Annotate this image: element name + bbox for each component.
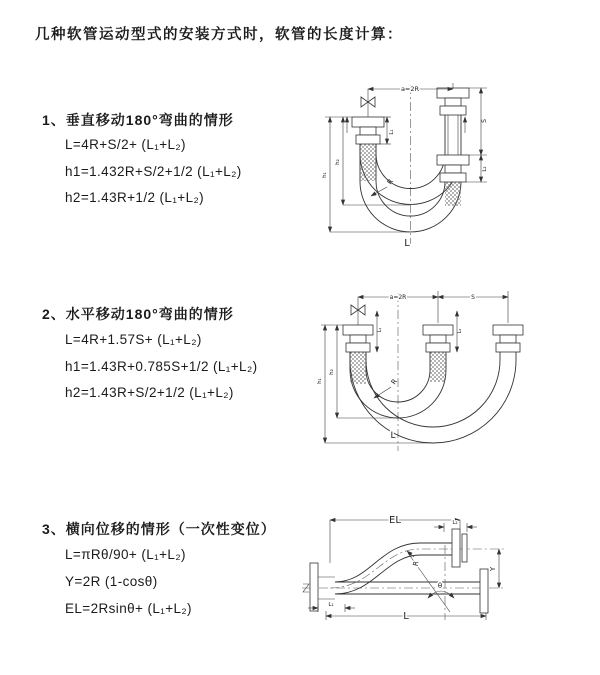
construction-lines xyxy=(408,545,454,620)
hose-displaced-position xyxy=(330,543,505,594)
dim-label-l2: L₂ xyxy=(457,328,463,334)
angle-theta-label: θ xyxy=(437,582,443,590)
dim-label-l2: L₂ xyxy=(452,520,458,526)
lower-right-flange xyxy=(480,569,488,613)
section-1-formula-h1: h1=1.432R+S/2+1/2 (L₁+L₂) xyxy=(65,164,242,179)
section-3-formula-L: L=πRθ/90+ (L₁+L₂) xyxy=(65,547,186,562)
left-flange xyxy=(352,117,384,144)
right-flange xyxy=(493,325,523,352)
dim-label-h2: h₂ xyxy=(335,159,341,165)
radius-label: R xyxy=(385,177,396,187)
section-1-formula-h2: h2=1.43R+1/2 (L₁+L₂) xyxy=(65,190,205,205)
dimension-lines xyxy=(308,520,499,620)
valve-icon xyxy=(351,297,365,325)
radius-label: R xyxy=(411,560,421,567)
dim-label-s: S xyxy=(481,119,488,123)
dim-label-h2: h₂ xyxy=(329,369,335,375)
diagram-horizontal-180-bend xyxy=(313,283,600,453)
section-3-formula-EL: EL=2Rsinθ+ (L₁+L₂) xyxy=(65,601,192,616)
length-label: L xyxy=(390,431,396,441)
radius-label: R xyxy=(389,377,400,387)
dim-label-el: EL xyxy=(389,515,401,526)
left-flange xyxy=(343,325,373,352)
page-title: 几种软管运动型式的安装方式时，软管的长度计算： xyxy=(35,27,403,43)
dim-label-h1: h₁ xyxy=(322,172,328,178)
dim-label-l1: L₁ xyxy=(389,129,395,135)
section-2-formula-L: L=4R+1.57S+ (L₁+L₂) xyxy=(65,332,202,347)
section-2-formula-h1: h1=1.43R+0.785S+1/2 (L₁+L₂) xyxy=(65,359,258,374)
dim-label-a2r: a=2R xyxy=(400,85,420,93)
middle-flange xyxy=(423,325,453,352)
section-2-formula-h2: h2=1.43R+S/2+1/2 (L₁+L₂) xyxy=(65,385,234,400)
right-upper-flange xyxy=(437,88,469,155)
dim-label-y: Y xyxy=(489,566,497,572)
diagram-vertical-180-bend xyxy=(315,75,600,260)
length-label: L xyxy=(404,238,410,249)
dimension-lines xyxy=(321,291,508,443)
section-1-heading: 1、垂直移动180°弯曲的情形 xyxy=(42,112,234,128)
length-label: L xyxy=(403,611,409,622)
section-2-heading: 2、水平移动180°弯曲的情形 xyxy=(42,306,234,322)
dim-label-l1: L₁ xyxy=(328,602,334,608)
valve-icon xyxy=(361,89,375,117)
section-1-formula-L: L=4R+S/2+ (L₁+L₂) xyxy=(65,137,186,152)
dim-label-h1: h₁ xyxy=(317,378,323,384)
diagram-lateral-displacement xyxy=(300,505,600,650)
section-3-heading: 3、横向位移的情形（一次性变位） xyxy=(42,521,276,537)
dim-label-l2: L₂ xyxy=(482,166,488,172)
section-3-formula-Y: Y=2R (1-cosθ) xyxy=(65,574,158,589)
upper-right-flange xyxy=(452,529,467,567)
dim-label-l1: L₁ xyxy=(377,327,383,333)
dim-label-s: S xyxy=(471,294,475,301)
dim-label-a2r: a=2R xyxy=(389,294,407,301)
